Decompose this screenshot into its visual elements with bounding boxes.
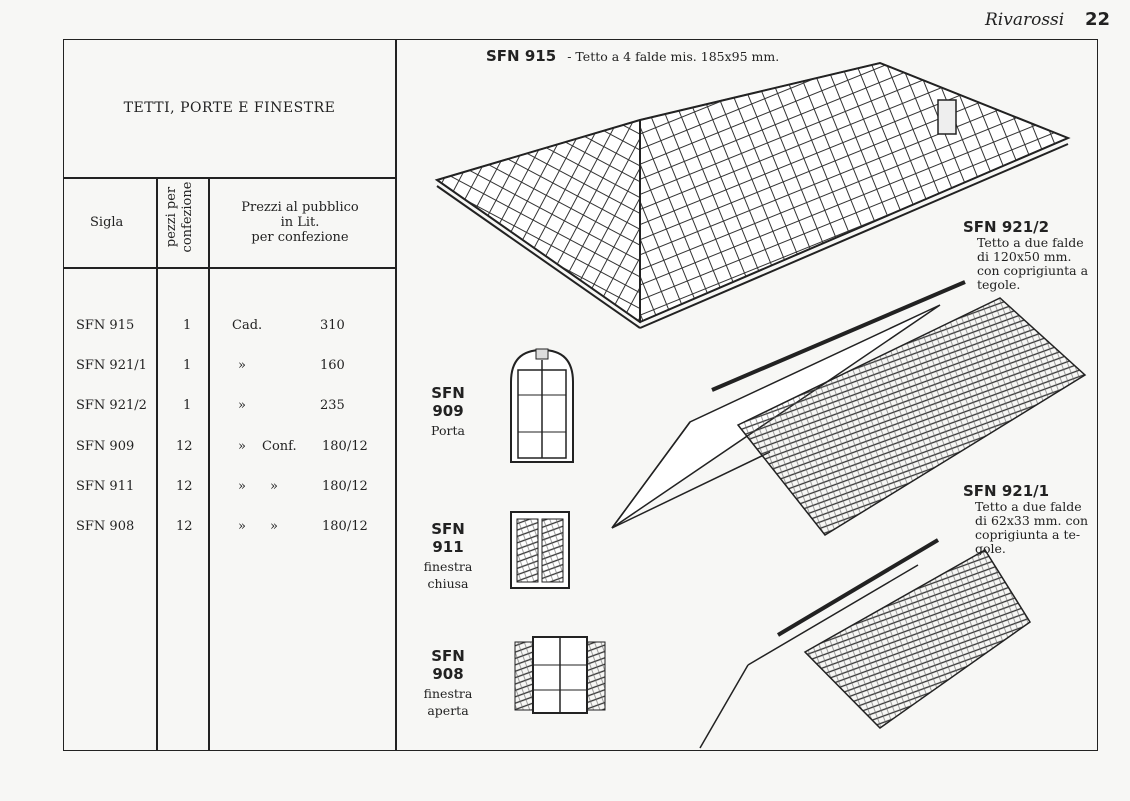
row-sigla: SFN 909 [76, 439, 135, 454]
row-pezzi: 1 [183, 398, 192, 413]
sfn921-1-caption [963, 482, 1088, 556]
sfn921-1-line1: Tetto a due falde [975, 499, 1082, 514]
brand-logo: Rivarossi [985, 10, 1065, 30]
sfn921-1-line2: di 62x33 mm. con [975, 513, 1089, 528]
sfn911-caption [413, 520, 483, 591]
sfn915-desc: - Tetto a 4 falde mis. 185x95 mm. [567, 49, 780, 64]
sfn908-caption [413, 647, 483, 718]
row-unit: Cad. [232, 318, 263, 333]
sfn921-1-code: SFN 921/1 [963, 482, 1050, 500]
sfn921-2-caption [963, 218, 1088, 292]
sfn921-1-line3: coprigiunta a te- [975, 527, 1081, 542]
col-header-sigla: Sigla [90, 215, 124, 230]
col-header-prezzi-line1: Prezzi al pubblico [241, 200, 359, 215]
row-sigla: SFN 915 [76, 318, 135, 333]
row-price: 180/12 [322, 479, 368, 494]
row-pezzi: 12 [176, 479, 193, 494]
row-unit: » [238, 398, 246, 413]
row-sigla: SFN 911 [76, 479, 135, 494]
sfn921-2-code: SFN 921/2 [963, 218, 1050, 236]
sfn911-code: SFN 911 [431, 520, 465, 556]
sfn909-caption [413, 384, 483, 438]
sfn921-1-line4: gole. [975, 541, 1006, 556]
sfn911-line2: chiusa [427, 576, 469, 591]
col-header-prezzi-line3: per confezione [251, 230, 349, 245]
sfn908-line2: aperta [427, 703, 469, 718]
row-sigla: SFN 921/1 [76, 358, 147, 373]
row-unit2: » [270, 479, 278, 494]
sfn921-2-line4: tegole. [977, 277, 1021, 292]
sfn921-2-line1: Tetto a due falde [977, 235, 1084, 250]
row-pezzi: 1 [183, 318, 192, 333]
sfn908-line1: finestra [423, 686, 473, 701]
door-drawing [511, 349, 573, 462]
row-unit: » [238, 519, 246, 534]
sfn915-caption [486, 46, 779, 65]
col-header-pezzi-line2: confezione [180, 181, 195, 253]
gable-roof-small-drawing [700, 540, 1030, 748]
sfn909-code: SFN 909 [431, 384, 465, 420]
row-price: 160 [320, 358, 345, 373]
col-header-pezzi-line1: pezzi per [164, 186, 179, 248]
row-unit: » [238, 479, 246, 494]
sfn921-2-line2: di 120x50 mm. [977, 249, 1072, 264]
sfn909-line1: Porta [431, 423, 465, 438]
closed-window-drawing [511, 512, 569, 588]
row-unit2: Conf. [262, 439, 297, 454]
page-title: TETTI, PORTE E FINESTRE [123, 100, 336, 116]
row-unit2: » [270, 519, 278, 534]
row-price: 235 [320, 398, 345, 413]
sfn915-code: SFN 915 [486, 47, 557, 65]
row-unit: » [238, 439, 246, 454]
row-sigla: SFN 908 [76, 519, 135, 534]
sfn908-code: SFN 908 [431, 647, 465, 683]
page-number: 22 [1085, 9, 1111, 30]
row-unit: » [238, 358, 246, 373]
sfn911-line1: finestra [423, 559, 473, 574]
open-window-drawing [515, 637, 605, 713]
row-price: 310 [320, 318, 345, 333]
row-price: 180/12 [322, 519, 368, 534]
sfn921-2-line3: con coprigiunta a [977, 263, 1089, 278]
row-pezzi: 1 [183, 358, 192, 373]
row-price: 180/12 [322, 439, 368, 454]
row-sigla: SFN 921/2 [76, 398, 147, 413]
col-header-prezzi-line2: in Lit. [280, 215, 320, 230]
row-pezzi: 12 [176, 519, 193, 534]
row-pezzi: 12 [176, 439, 193, 454]
